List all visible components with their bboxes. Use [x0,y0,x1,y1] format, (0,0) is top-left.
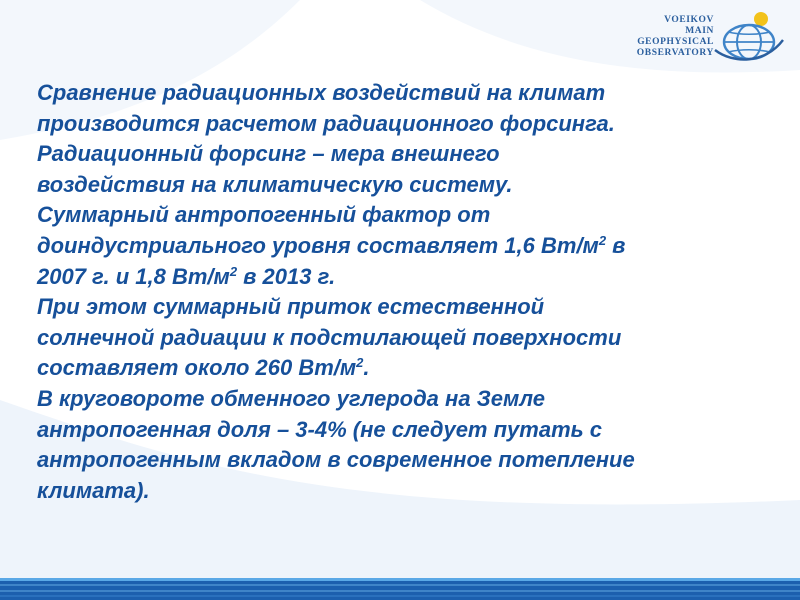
text-line: Сравнение радиационных воздействий на климат [37,80,606,105]
superscript: 2 [598,232,607,248]
logo-line: MAIN [685,26,714,36]
superscript: 2 [356,355,364,371]
text-fragment: в 2013 г. [237,263,336,289]
text-fragment: в [606,232,626,258]
globe-sun-icon [713,10,785,66]
text-fragment: . [363,355,370,381]
slide-body-text [37,78,777,506]
text-line: Суммарный антропогенный фактор от [37,202,491,228]
text-fragment: доиндустриального уровня составляет 1,6 Вт/м [37,232,599,258]
observatory-logo-text [637,15,714,59]
text-line: При этом суммарный приток естественной [37,294,545,320]
text-line: климата). [37,477,150,503]
logo-line: OBSERVATORY [636,48,714,58]
superscript: 2 [229,263,238,279]
text-line: антропогенным вкладом в современное потепление [37,447,635,473]
text-line [37,353,777,384]
text-line [37,231,777,262]
logo-line: GEOPHYSICAL [637,37,714,47]
text-line: антропогенная доля – 3-4% (не следует путать с [37,416,603,442]
text-fragment: 2007 г. и 1,8 Вт/м [37,263,230,289]
text-line: Радиационный форсинг – мера внешнего [37,141,500,167]
text-line [37,262,777,293]
text-line: производится расчетом радиационного форсинга. [37,110,615,136]
text-fragment: составляет около 260 Вт/м [37,355,357,381]
text-line: солнечной радиации к подстилающей поверхности [37,324,622,350]
bottom-stripe-bar [0,578,800,600]
text-line: воздействия на климатическую систему. [37,171,513,197]
logo-line: VOEIKOV [664,15,714,25]
text-line: В круговороте обменного углерода на Земле [37,385,545,411]
